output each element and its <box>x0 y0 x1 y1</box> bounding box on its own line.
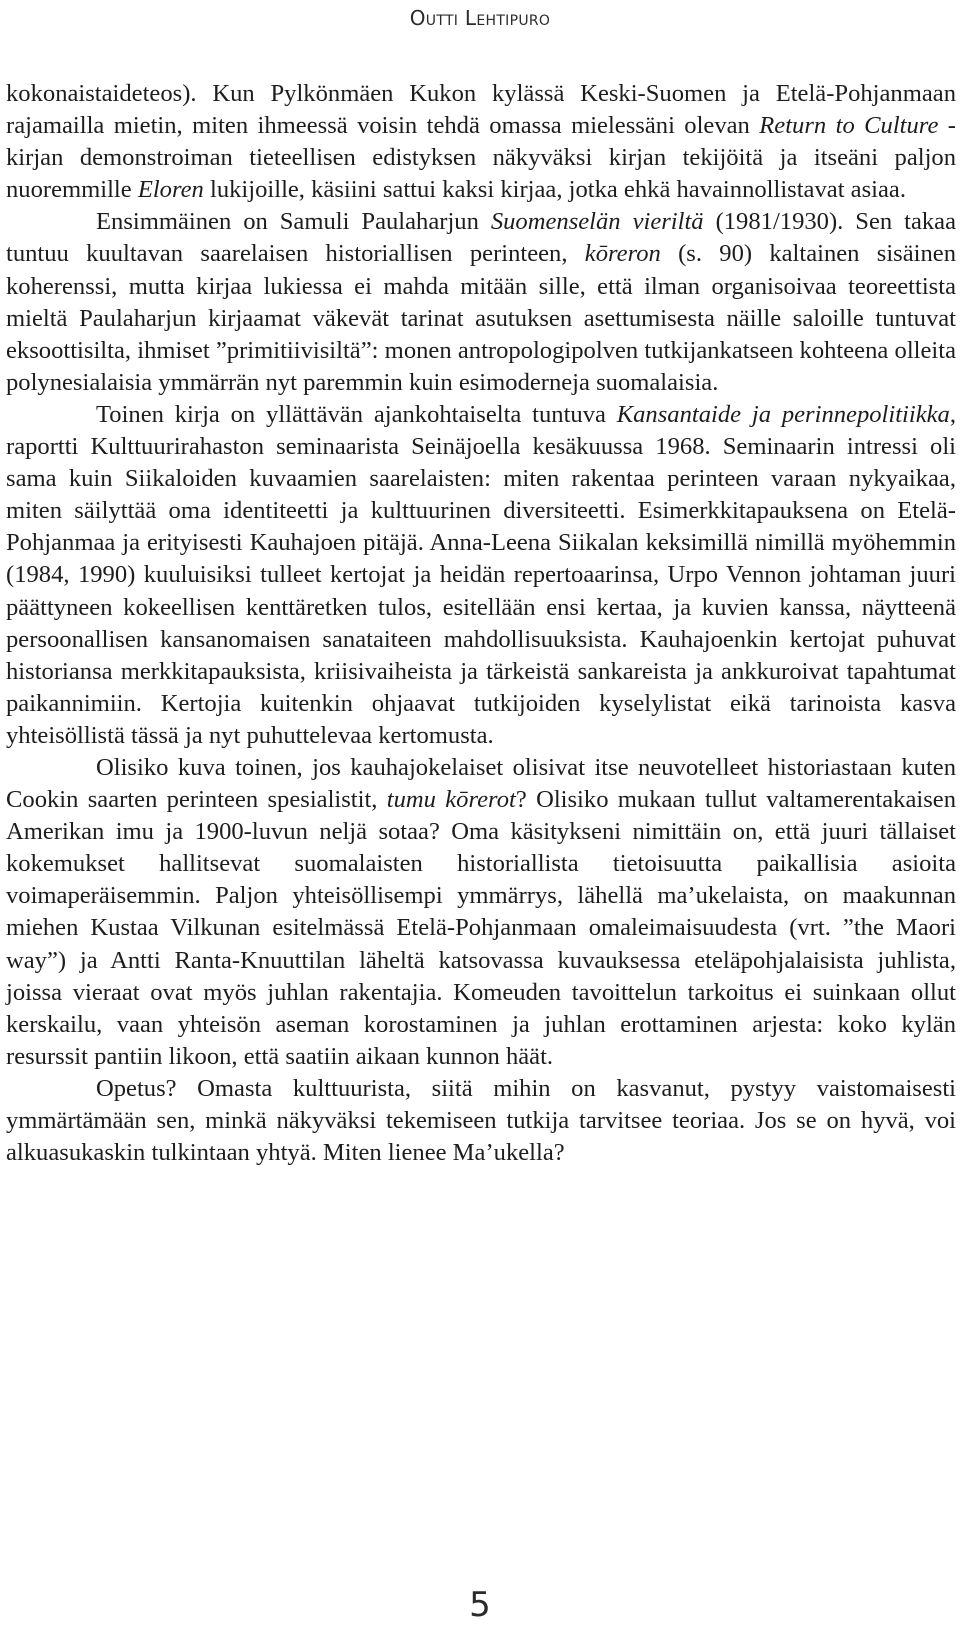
paragraph-3 <box>6 399 956 752</box>
body-text <box>6 78 956 1169</box>
italic-title: Return to Culture <box>759 112 939 140</box>
italic-term: kōreron <box>584 240 661 268</box>
text-run: -kirjan demonstroiman tieteellisen edistyksen näkyväksi kirjan tekijöitä ja itseäni paljon nuoremmille <box>6 112 956 204</box>
running-head: Outti Lehtipuro <box>409 6 551 30</box>
paragraph-1 <box>6 78 956 206</box>
text-run: Ensimmäinen on Samuli Paulaharjun <box>96 208 491 236</box>
text-run: (s. 90) kaltainen sisäinen koherenssi, mutta kirjaa lukiessa ei mahda mitään sille, että ilman organisoivaa teoreettista mieltä Paulaharjun kirjaamat väkevät tarinat asutuksen asettumisesta näille saloille tuntuvat eksoottisilta, ihmiset ”primitiivisiltä”: monen antropologipolven tutkijankatseen kohteena olleita polynesialaisia ymmärrän nyt paremmin kuin esimoderneja suomalaisia. <box>6 240 956 396</box>
text-run: Olisiko kuva toinen, jos kauhajokelaiset olisivat itse neuvotelleet historiastaan kuten Cookin saarten perinteen spesialistit, <box>6 753 956 814</box>
text-run: Toinen kirja on yllättävän ajankohtaiselta tuntuva <box>96 400 617 428</box>
page-number: 5 <box>469 1585 491 1625</box>
italic-title: Kansantaide ja perinnepolitiikka <box>616 400 950 428</box>
text-run: kokonaistaideteos). Kun Pylkönmäen Kukon kylässä Keski-Suomen ja Etelä-Pohjanmaan rajamailla mietin, miten ihmeessä voisin tehdä omassa mielessäni olevan <box>6 80 956 140</box>
paragraph-4 <box>6 752 956 1073</box>
paragraph-5 <box>6 1073 956 1169</box>
text-run: (1981/1930). Sen takaa tuntuu kuultavan saarelaisen historiallisen perinteen, <box>6 208 956 268</box>
italic-title: Eloren <box>137 176 204 204</box>
paragraph-2 <box>6 206 956 399</box>
text-run: , raportti Kulttuurirahaston seminaarista Seinäjoella kesäkuussa 1968. Seminaarin intressi oli sama kuin Siikaloiden kuvaamien saarelaisten: miten rakentaa perinteen varaan nykyaikaa, miten säilyttää oma identiteetti ja kulttuurinen diversiteetti. Esimerkkitapauksena on Etelä-Pohjanmaa ja erityisesti Kauhajoen pitäjä. Anna-Leena Siikalan keksimillä nimillä myöhemmin (1984, 1990) kuuluisiksi tulleet kertojat ja heidän repertoaarinsa, Urpo Vennon johtaman juuri päättyneen kokeellisen kenttäretken tulos, esitellään ensi kertaa, ja kuvien kanssa, näytteenä persoonallisen kansanomaisen sanataiteen mahdollisuuksista. Kauhajoenkin kertojat puhuvat historiansa merkkitapauksista, kriisivaiheista ja tärkeistä sankareista ja ankkuroivat tapahtumat paikannimiin. Kertojia kuitenkin ohjaavat tutkijoiden kyselylistat eikä tarinoista kasva yhteisöllistä tässä ja nyt puhuttelevaa kertomusta. <box>6 400 956 749</box>
text-run: Opetus? Omasta kulttuurista, siitä mihin on kasvanut, pystyy vaistomaisesti ymmärtämään sen, minkä näkyväksi tekemiseen tutkija tarvitsee teoriaa. Jos se on hyvä, voi alkuasukaskin tulkintaan yhtyä. Miten lienee Ma’ukella? <box>6 1074 956 1167</box>
italic-term: tumu kōrerot <box>386 786 516 814</box>
italic-title: Suomenselän vieriltä <box>490 208 704 236</box>
text-run: lukijoille, käsiini sattui kaksi kirjaa, jotka ehkä havainnollistavat asiaa. <box>203 176 906 204</box>
text-run: ? Olisiko mukaan tullut valtamerentakaisen Amerikan imu ja 1900-luvun neljä sotaa? Oma käsitykseni nimittäin on, että juuri tällaiset kokemukset hallitsevat suomalaisten historiallista tietoisuutta paikallisia asioita voimaperäisemmin. Paljon yhteisöllisempi ymmärrys, lähellä ma’ukelaista, on maakunnan miehen Kustaa Vilkunan esitelmässä Etelä-Pohjanmaan omaleimaisuudesta (vrt. ”the Maori way”) ja Antti Ranta-Knuuttilan läheltä katsovassa kuvauksessa eteläpohjalaisista juhlista, joissa vieraat ovat myös juhlan rakentajia. Komeuden tavoittelun tarkoitus ei suinkaan ollut kerskailu, vaan yhteisön aseman korostaminen ja juhlan erottaminen arjesta: koko kylän resurssit pantiin likoon, että saatiin aikaan kunnon häät. <box>6 786 956 1070</box>
